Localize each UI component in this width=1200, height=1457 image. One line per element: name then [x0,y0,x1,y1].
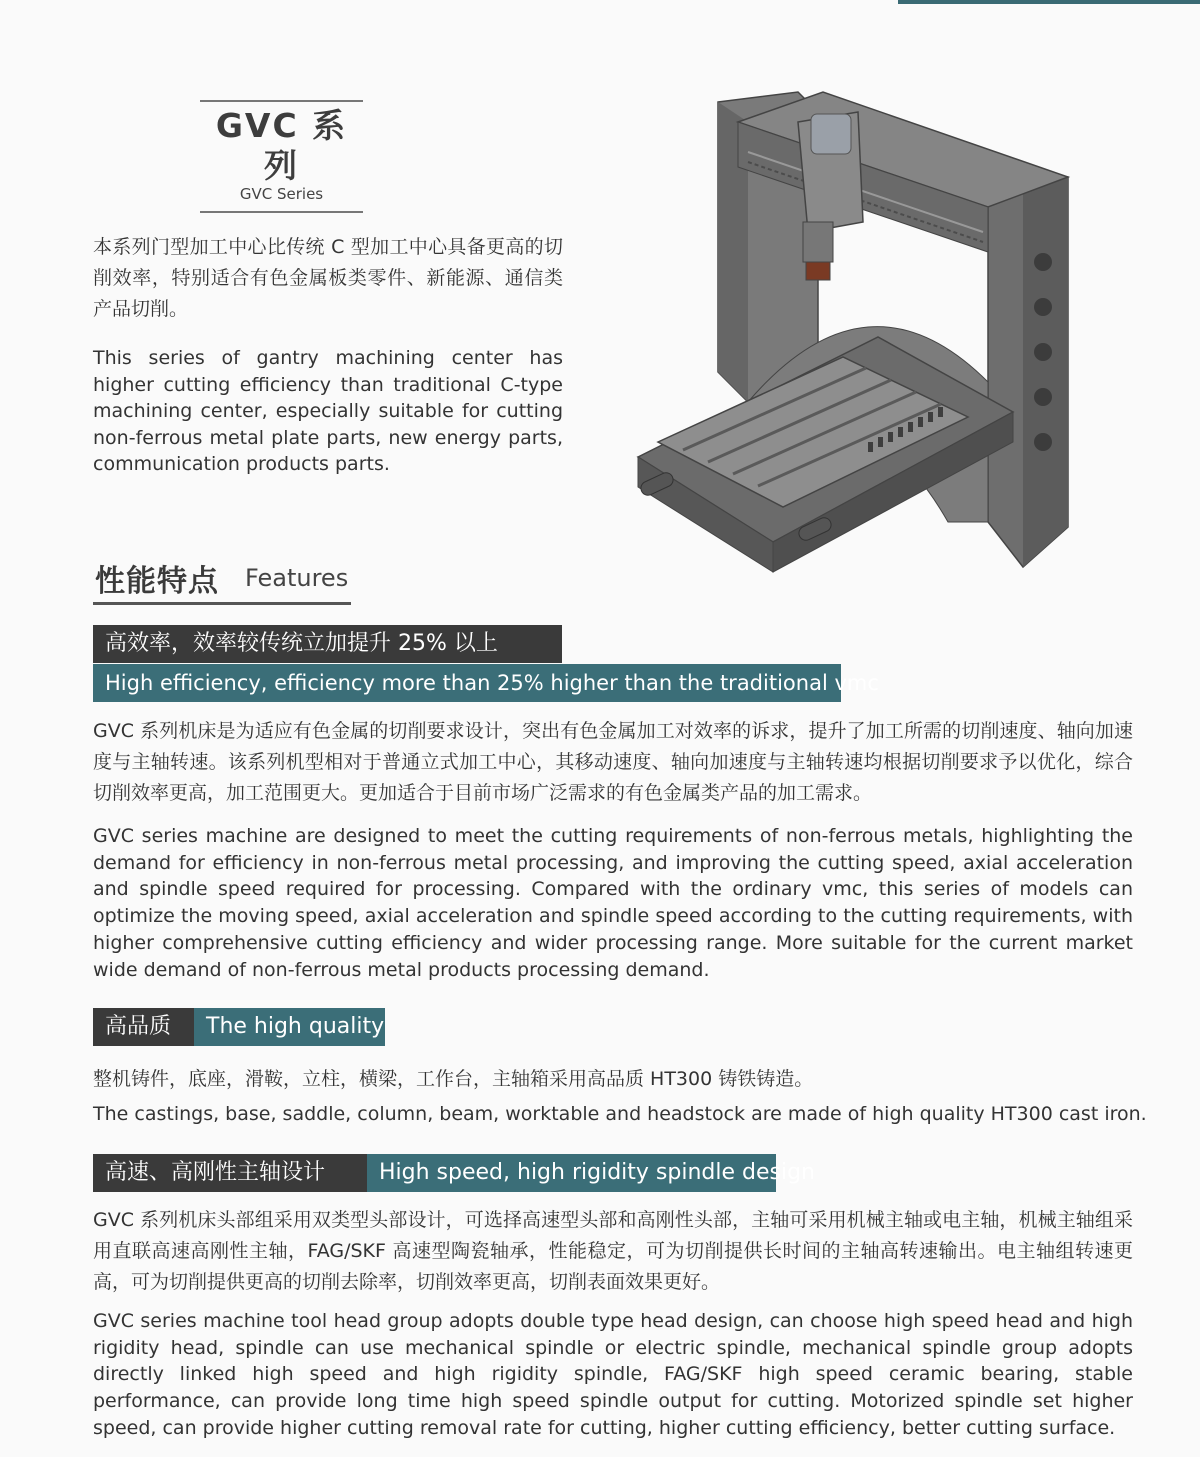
features-title-cn: 性能特点 [95,564,219,599]
section-3-body-cn: GVC 系列机床头部组采用双类型头部设计，可选择高速型头部和高刚性头部，主轴可采用机械主轴或电主轴，机械主轴组采用直联高速高刚性主轴，FAG/SKF 高速型陶瓷轴承，性能稳定，可为切削提供长时间的主轴高转速输出。电主轴组转速更高，可为切削提供更高的切削去除率，切削效率更高，切削表面效果更好。 [93,1209,1133,1293]
series-bottom-rule [200,211,363,213]
intro-text-en: This series of gantry machining center has higher cutting efficiency than traditional C-type machining center, especially suitable for cutting non-ferrous metal plate parts, new energy parts, communication products parts. [93,347,563,475]
section-2-body-cn: 整机铸件，底座，滑鞍，立柱，横梁，工作台，主轴箱采用高品质 HT300 铸铁铸造。 [93,1068,814,1090]
series-title: GVC 系列 [215,106,348,185]
section-1-title-cn: 高效率，效率较传统立加提升 25% 以上 [93,625,562,663]
section-3-title-en: High speed, high rigidity spindle design [367,1154,776,1192]
section-2-title-en: The high quality [194,1008,385,1046]
series-top-rule [200,100,363,102]
features-title-en: Features [245,564,349,592]
section-1-title-en: High efficiency, efficiency more than 25% higher than the traditional vmc [93,664,841,702]
section-1-body-en: GVC series machine are designed to meet the cutting requirements of non-ferrous metals, highlighting the demand for efficiency in non-ferrous metal processing, and improving the cutting speed, axial acceleration and spindle speed required for processing. Compared with the ordinary vmc, this series of models can optimize the moving speed, axial acceleration and spindle speed according to the cutting requirements, with higher comprehensive cutting efficiency and wider processing range. More suitable for the current market wide demand of non-ferrous metal products processing demand. [93,825,1133,981]
series-title-block [200,100,363,213]
top-accent-bar [898,0,1200,4]
features-heading [93,556,351,605]
section-2-body-en: The castings, base, saddle, column, beam, worktable and headstock are made of high quality HT300 cast iron. [93,1103,1147,1125]
section-1-body-cn: GVC 系列机床是为适应有色金属的切削要求设计，突出有色金属加工对效率的诉求，提升了加工所需的切削速度、轴向加速度与主轴转速。该系列机型相对于普通立式加工中心，其移动速度、轴向加速度与主轴转速均根据切削要求予以优化，综合切削效率更高，加工范围更大。更加适合于目前市场广泛需求的有色金属类产品的加工需求。 [93,720,1133,804]
series-subtitle: GVC Series [239,185,324,203]
section-3-body-en: GVC series machine tool head group adopts double type head design, can choose high speed head and high rigidity head, spindle can use mechanical spindle or electric spindle, mechanical spindle group adopts directly linked high speed and high rigidity spindle, FAG/SKF high speed ceramic bearing, stable performance, can provide long time high speed spindle output for cutting. Motorized spindle set higher speed, can provide higher cutting removal rate for cutting, higher cutting efficiency, better cutting surface. [93,1310,1133,1439]
intro-text-cn: 本系列门型加工中心比传统 C 型加工中心具备更高的切削效率，特别适合有色金属板类零件、新能源、通信类产品切削。 [93,236,563,320]
section-2-title-cn: 高品质 [93,1008,194,1046]
gantry-machining-center-illustration [628,82,1078,582]
section-3-title-cn: 高速、高刚性主轴设计 [93,1154,367,1192]
